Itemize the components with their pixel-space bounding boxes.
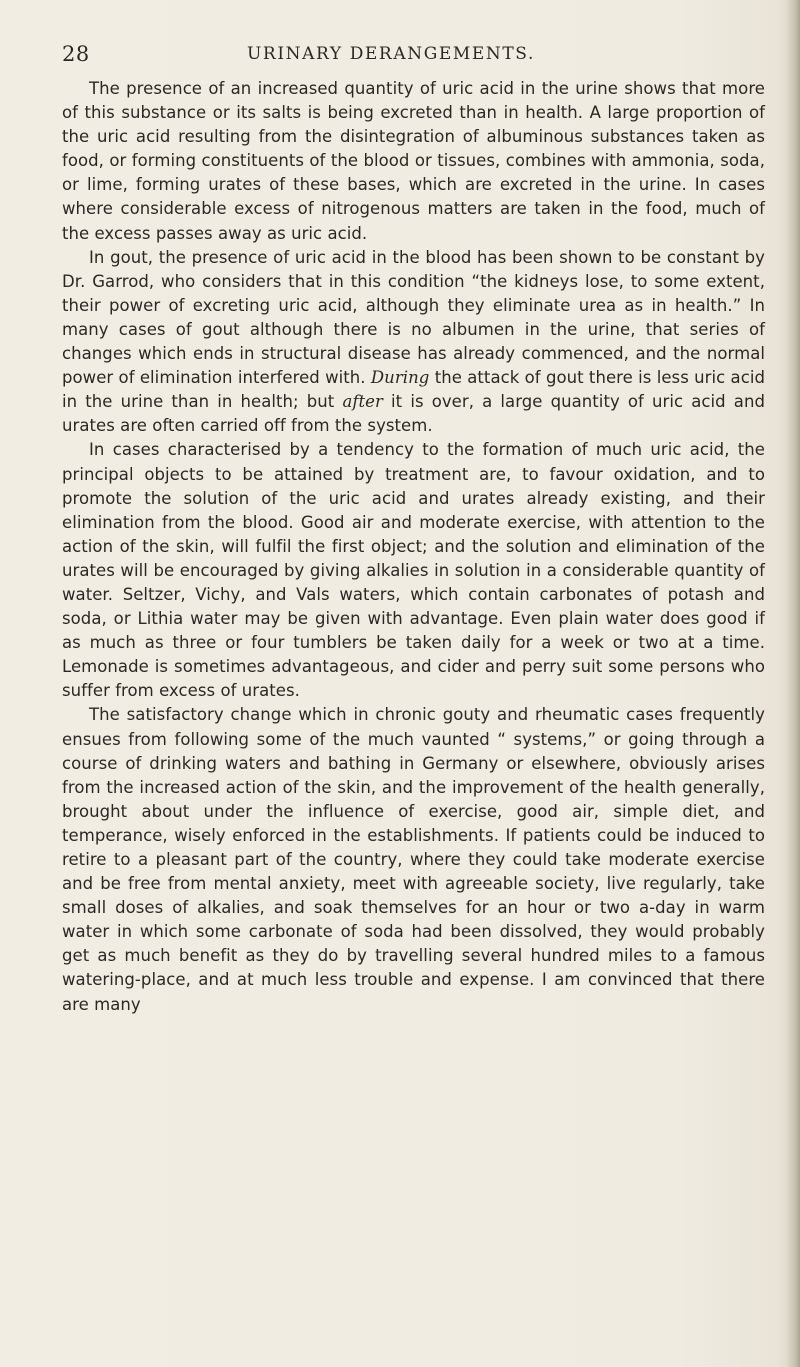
page-header bbox=[62, 42, 762, 72]
running-head: URINARY DERANGEMENTS. bbox=[247, 44, 535, 64]
italic-during: During bbox=[370, 368, 430, 388]
paragraph-2 bbox=[62, 246, 765, 439]
paragraph-2-text-middle: the attack of gout there is less uric acid in the urine than in health; but bbox=[62, 368, 765, 412]
paragraph-2-text-after: it is over, a large quantity of uric acid and urates are often carried off from the system. bbox=[62, 392, 765, 436]
italic-after: after bbox=[342, 392, 383, 412]
paragraph-4: The satisfactory change which in chronic gouty and rheumatic cases frequently ensues from following some of the much vaunted “ systems,” or going through a course of drinking waters and bathing in Germany or elsewhere, obviously arises from the increased action of the skin, and the improvement of the health generally, brought about under the influence of exercise, good air, simple diet, and temperance, wisely enforced in the establishments. If patients could be induced to retire to a pleasant part of the country, where they could take moderate exercise and be free from mental anxiety, meet with agreeable society, live regularly, take small doses of alkalies, and soak themselves for an hour or two a-day in warm water in which some carbonate of soda had been dissolved, they would probably get as much benefit as they do by travelling several hundred miles to a famous watering-place, and at much less trouble and expense. I am convinced that there are many bbox=[62, 705, 765, 1014]
paragraph-2-text-before: In gout, the presence of uric acid in the blood has been shown to be constant by Dr. Garrod, who considers that in this condition “the kidneys lose, to some extent, their power of excreting uric acid, although they eliminate urea as in health.” In many cases of gout although there is no albumen in the urine, that series of changes which ends in structural disease has already commenced, and the normal power of elimination interfered with. bbox=[62, 247, 765, 388]
paragraph-3: In cases characterised by a tendency to the formation of much uric acid, the principal objects to be attained by treatment are, to favour oxidation, and to promote the solution of the uric acid and urates already existing, and their elimination from the blood. Good air and moderate exercise, with attention to the action of the skin, will fulfil the first object; and the solution and elimination of the urates will be encouraged by giving alkalies in solution in a considerable quantity of water. Seltzer, Vichy, and Vals waters, which contain carbonates of potash and soda, or Lithia water may be given with advantage. Even plain water does good if as much as three or four tumblers be taken daily for a week or two at a time. Lemonade is sometimes advantageous, and cider and perry suit some persons who suffer from excess of urates. bbox=[62, 440, 765, 701]
page-number: 28 bbox=[62, 42, 90, 66]
paragraph-1: The presence of an increased quantity of uric acid in the urine shows that more of this substance or its salts is being excreted than in health. A large proportion of the uric acid resulting from the disintegration of albuminous substances taken as food, or forming constituents of the blood or tissues, combines with ammonia, soda, or lime, forming urates of these bases, which are excreted in the urine. In cases where considerable excess of nitrogenous matters are taken in the food, much of the excess passes away as uric acid. bbox=[62, 79, 765, 243]
page-edge-shadow bbox=[786, 0, 800, 1367]
body-text bbox=[62, 77, 765, 1017]
